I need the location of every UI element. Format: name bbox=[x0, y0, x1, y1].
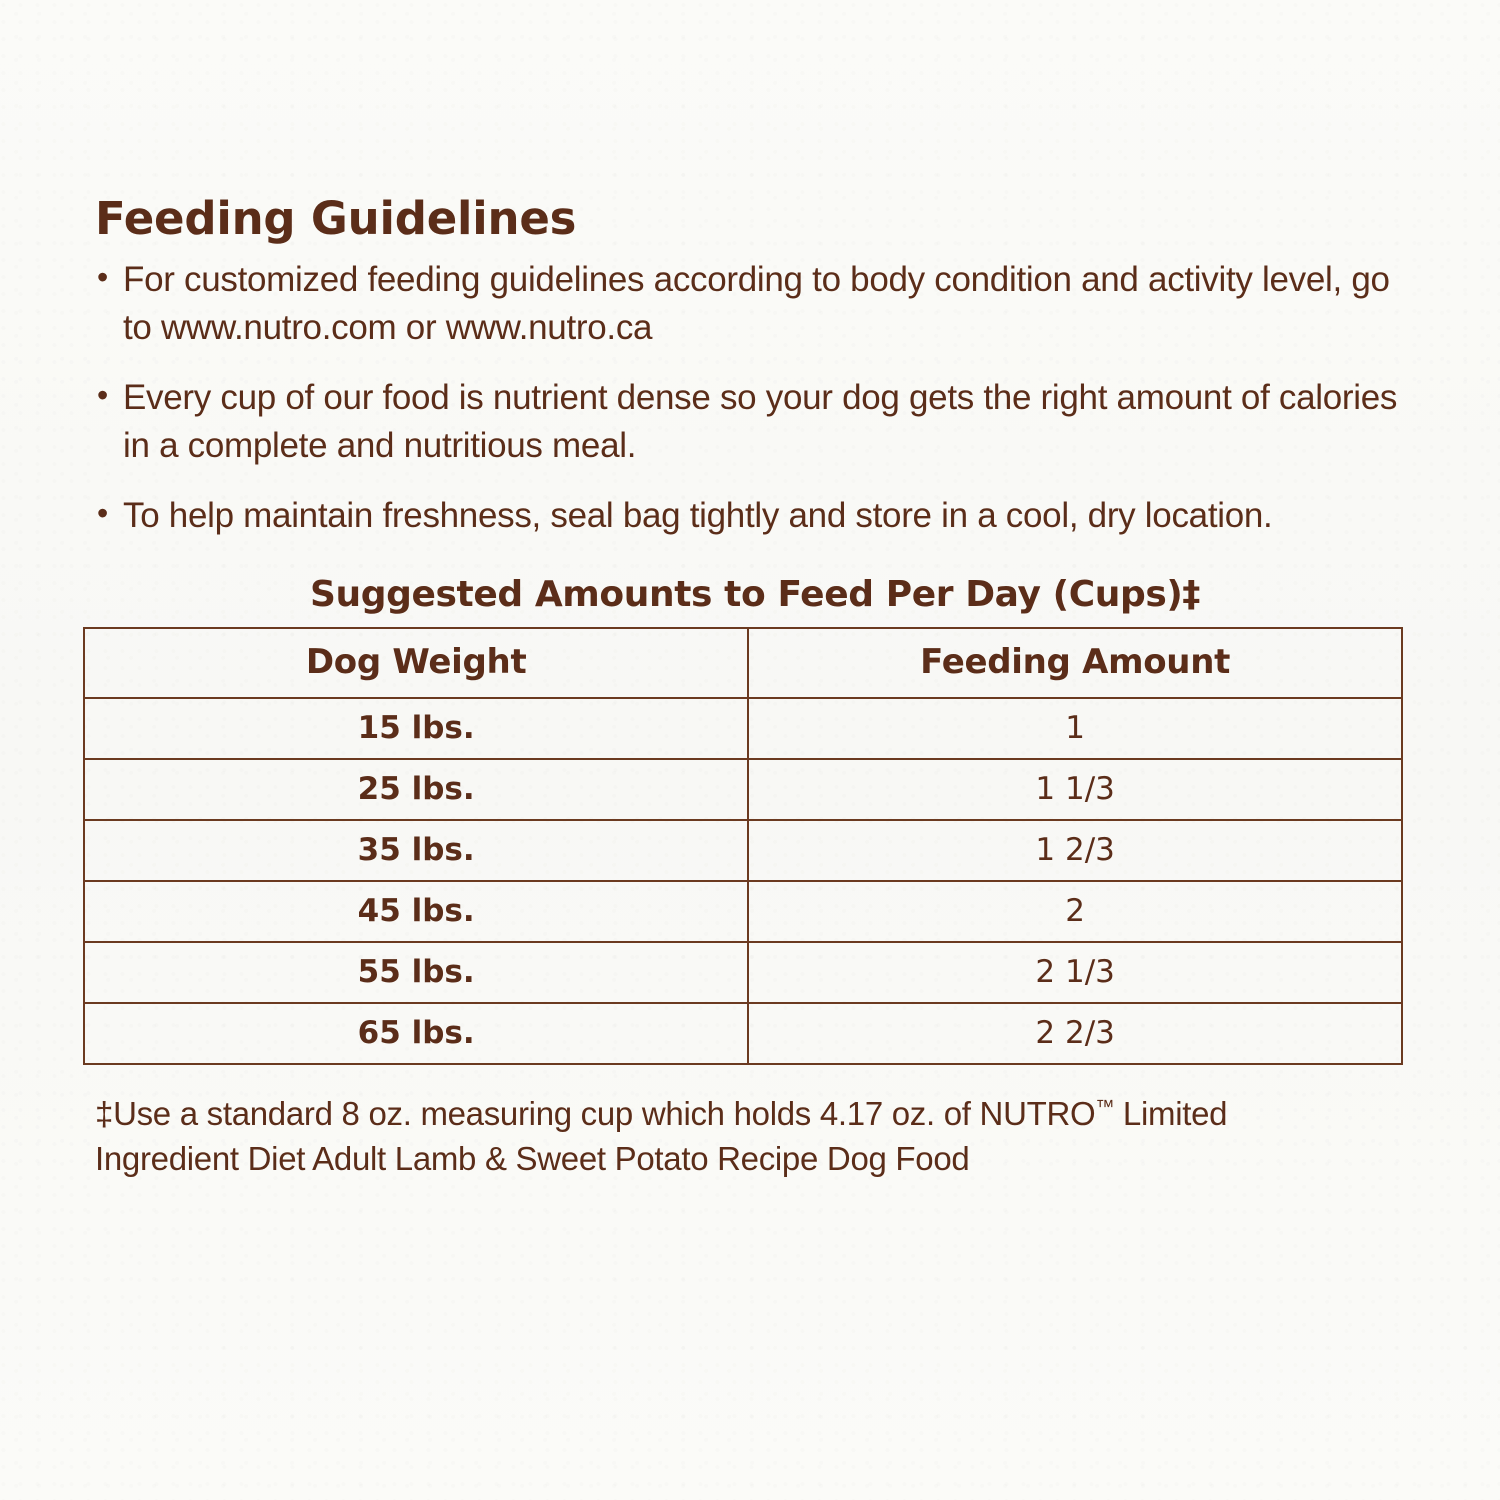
table-row bbox=[84, 698, 1402, 759]
footnote-text-first: Use a standard 8 oz. measuring cup which holds 4.17 oz. of NUTRO bbox=[113, 1094, 1096, 1132]
feeding-amounts-table bbox=[83, 627, 1403, 1065]
cell-dog-weight: 25 lbs. bbox=[84, 759, 748, 820]
table-row bbox=[84, 820, 1402, 881]
column-header-feeding-amount: Feeding Amount bbox=[748, 628, 1402, 698]
cell-feeding-amount: 1 1/3 bbox=[748, 759, 1402, 820]
page-title: Feeding Guidelines bbox=[95, 192, 577, 245]
table-header-row bbox=[84, 628, 1402, 698]
cell-feeding-amount: 2 2/3 bbox=[748, 1003, 1402, 1064]
list-item: • To help maintain freshness, seal bag tightly and store in a cool, dry location. bbox=[95, 492, 1415, 540]
feeding-table-caption: Suggested Amounts to Feed Per Day (Cups)‡ bbox=[309, 573, 1201, 615]
footnote-marker: ‡ bbox=[95, 1094, 114, 1132]
footnote-text-second: Limited Ingredient Diet Adult Lamb & Sweet Potato Recipe Dog Food bbox=[95, 1094, 1228, 1178]
list-item: • Every cup of our food is nutrient dense so your dog gets the right amount of calories in a complete and nutritious meal. bbox=[95, 374, 1415, 470]
cell-feeding-amount: 1 bbox=[748, 698, 1402, 759]
table-row bbox=[84, 759, 1402, 820]
column-header-dog-weight: Dog Weight bbox=[84, 628, 748, 698]
cell-dog-weight: 15 lbs. bbox=[84, 698, 748, 759]
trademark-symbol: ™ bbox=[1095, 1096, 1115, 1118]
cell-dog-weight: 45 lbs. bbox=[84, 881, 748, 942]
cell-feeding-amount: 1 2/3 bbox=[748, 820, 1402, 881]
cell-feeding-amount: 2 bbox=[748, 881, 1402, 942]
table-row bbox=[84, 881, 1402, 942]
cell-dog-weight: 55 lbs. bbox=[84, 942, 748, 1003]
list-item: • For customized feeding guidelines according to body condition and activity level, go to www.nutro.com or www.nutro.ca bbox=[95, 256, 1415, 352]
guidelines-list bbox=[95, 256, 1415, 540]
table-row bbox=[84, 1003, 1402, 1064]
cell-feeding-amount: 2 1/3 bbox=[748, 942, 1402, 1003]
footnote bbox=[95, 1091, 1365, 1182]
table-row bbox=[84, 942, 1402, 1003]
cell-dog-weight: 65 lbs. bbox=[84, 1003, 748, 1064]
content-container bbox=[95, 192, 1415, 1215]
cell-dog-weight: 35 lbs. bbox=[84, 820, 748, 881]
